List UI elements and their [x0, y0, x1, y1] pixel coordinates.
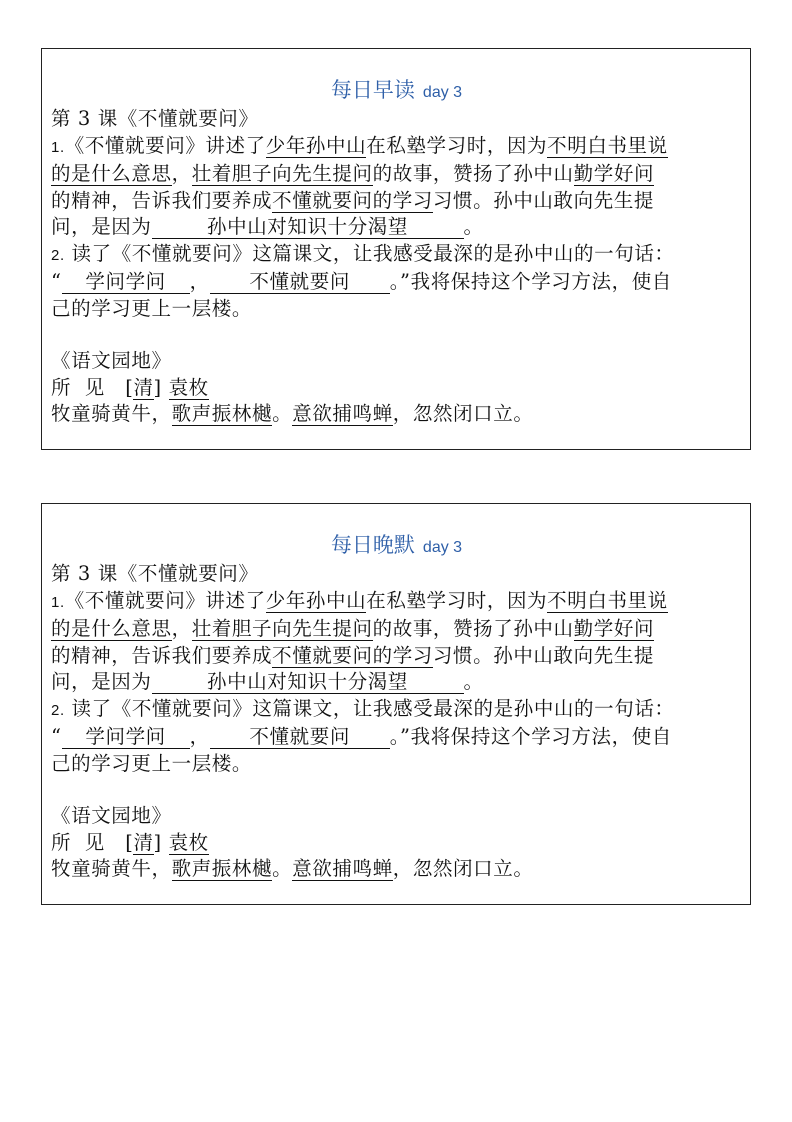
section-heading: 《语文园地》 — [51, 804, 172, 827]
poem-title: 所 见 — [51, 830, 105, 854]
text: 问，是因为 — [51, 215, 152, 238]
text: 。”我将保持这个学习方法，使自 — [389, 725, 672, 748]
poem-body — [51, 856, 742, 883]
q2-line-2 — [51, 269, 742, 296]
answer-underline: 歌声振林樾 — [171, 402, 273, 425]
q2-line-1 — [51, 696, 742, 725]
text: 读了《不懂就要问》这篇课文，让我感受最深的是孙中山的一句话： — [71, 241, 675, 265]
text: 读了《不懂就要问》这篇课文，让我感受最深的是孙中山的一句话： — [71, 696, 675, 720]
text: 。 — [272, 857, 293, 880]
text: 习惯。孙中山敢向先生提 — [432, 643, 655, 667]
answer-underline: 歌声振林樾 — [171, 857, 273, 880]
text: 的故事，赞扬了孙中山 — [372, 162, 574, 185]
text: 的故事，赞扬了孙中山 — [372, 617, 574, 640]
evening-dictation-card — [41, 503, 751, 905]
text: ] — [153, 830, 162, 854]
q2-number: 2. — [51, 701, 65, 719]
text: 《不懂就要问》讲述了 — [64, 133, 266, 157]
q2-line-2 — [51, 724, 742, 751]
fill-blank: 学问学问 — [62, 271, 190, 294]
text: 《不懂就要问》讲述了 — [64, 588, 266, 612]
poem-body — [51, 401, 742, 428]
text: ，忽然闭口立。 — [392, 857, 534, 880]
answer-underline: 勤学好问 — [573, 162, 655, 185]
text: ] — [153, 375, 162, 399]
text: [ — [125, 830, 134, 854]
answer-underline: 不懂就要问的学习 — [272, 643, 433, 667]
answer-underline: 意欲捕鸣蝉 — [292, 402, 393, 425]
poem-heading — [51, 375, 742, 402]
fill-blank: 不懂就要问 — [210, 271, 390, 294]
text: ， — [171, 617, 192, 640]
text: 问，是因为 — [51, 670, 152, 693]
answer-underline: 少年孙中山 — [265, 588, 367, 612]
text: 牧童骑黄牛， — [51, 402, 172, 425]
fill-blank: 学问学问 — [62, 726, 190, 749]
card-title — [51, 532, 742, 561]
text: 牧童骑黄牛， — [51, 857, 172, 880]
text: [ — [125, 375, 134, 399]
answer-underline: 壮着胆子向先生提问 — [191, 162, 373, 185]
text: 的精神，告诉我们要养成 — [51, 188, 273, 212]
text: 习惯。孙中山敢向先生提 — [432, 188, 655, 212]
text: ， — [189, 270, 210, 293]
poem-author: 袁枚 — [168, 830, 209, 854]
poem-title: 所 见 — [51, 375, 105, 399]
fill-blank: 孙中山对知识十分渴望 — [152, 671, 464, 694]
text: “ — [51, 725, 62, 748]
day-label: day 3 — [422, 84, 463, 101]
text: “ — [51, 270, 62, 293]
poem-author: 袁枚 — [168, 375, 209, 399]
q1-line-1 — [51, 588, 742, 617]
q2-line-3: 己的学习更上一层楼。 — [51, 751, 253, 775]
answer-underline: 的是什么意思 — [51, 617, 172, 640]
q1-line-3 — [51, 188, 742, 215]
text: 在私塾学习时，因为 — [366, 588, 548, 612]
lesson-heading: 第 3 课《不懂就要问》 — [51, 562, 259, 585]
lesson-heading: 第 3 课《不懂就要问》 — [51, 107, 259, 130]
fill-blank: 孙中山对知识十分渴望 — [152, 216, 464, 239]
q1-number: 1. — [51, 138, 65, 156]
text: ，忽然闭口立。 — [392, 402, 534, 425]
answer-underline: 壮着胆子向先生提问 — [191, 617, 373, 640]
card-title — [51, 77, 742, 106]
q1-line-2 — [51, 616, 742, 643]
answer-underline: 少年孙中山 — [265, 133, 367, 157]
text: 。 — [463, 215, 484, 238]
text: 的精神，告诉我们要养成 — [51, 643, 273, 667]
q2-number: 2. — [51, 246, 65, 264]
answer-underline: 不明白书里说 — [547, 133, 668, 157]
answer-underline: 不懂就要问的学习 — [272, 188, 433, 212]
q1-line-3 — [51, 643, 742, 670]
q2-line-3: 己的学习更上一层楼。 — [51, 296, 253, 320]
title-text: 每日早读 — [330, 78, 415, 102]
answer-underline: 的是什么意思 — [51, 162, 172, 185]
text: 。 — [272, 402, 293, 425]
text: 。”我将保持这个学习方法，使自 — [389, 270, 672, 293]
poem-dynasty: 清 — [133, 830, 154, 854]
q1-line-4 — [51, 669, 742, 696]
title-text: 每日晚默 — [330, 533, 415, 557]
answer-underline: 勤学好问 — [573, 617, 655, 640]
poem-dynasty: 清 — [133, 375, 154, 399]
answer-underline: 不明白书里说 — [547, 588, 668, 612]
q1-line-1 — [51, 133, 742, 162]
morning-reading-card — [41, 48, 751, 450]
q2-line-1 — [51, 241, 742, 270]
fill-blank: 不懂就要问 — [210, 726, 390, 749]
q1-line-4 — [51, 214, 742, 241]
section-heading: 《语文园地》 — [51, 349, 172, 372]
text: ， — [189, 725, 210, 748]
answer-underline: 意欲捕鸣蝉 — [292, 857, 393, 880]
q1-line-2 — [51, 161, 742, 188]
text: ， — [171, 162, 192, 185]
text: 。 — [463, 670, 484, 693]
day-label: day 3 — [422, 539, 463, 556]
text: 在私塾学习时，因为 — [366, 133, 548, 157]
poem-heading — [51, 830, 742, 857]
q1-number: 1. — [51, 593, 65, 611]
